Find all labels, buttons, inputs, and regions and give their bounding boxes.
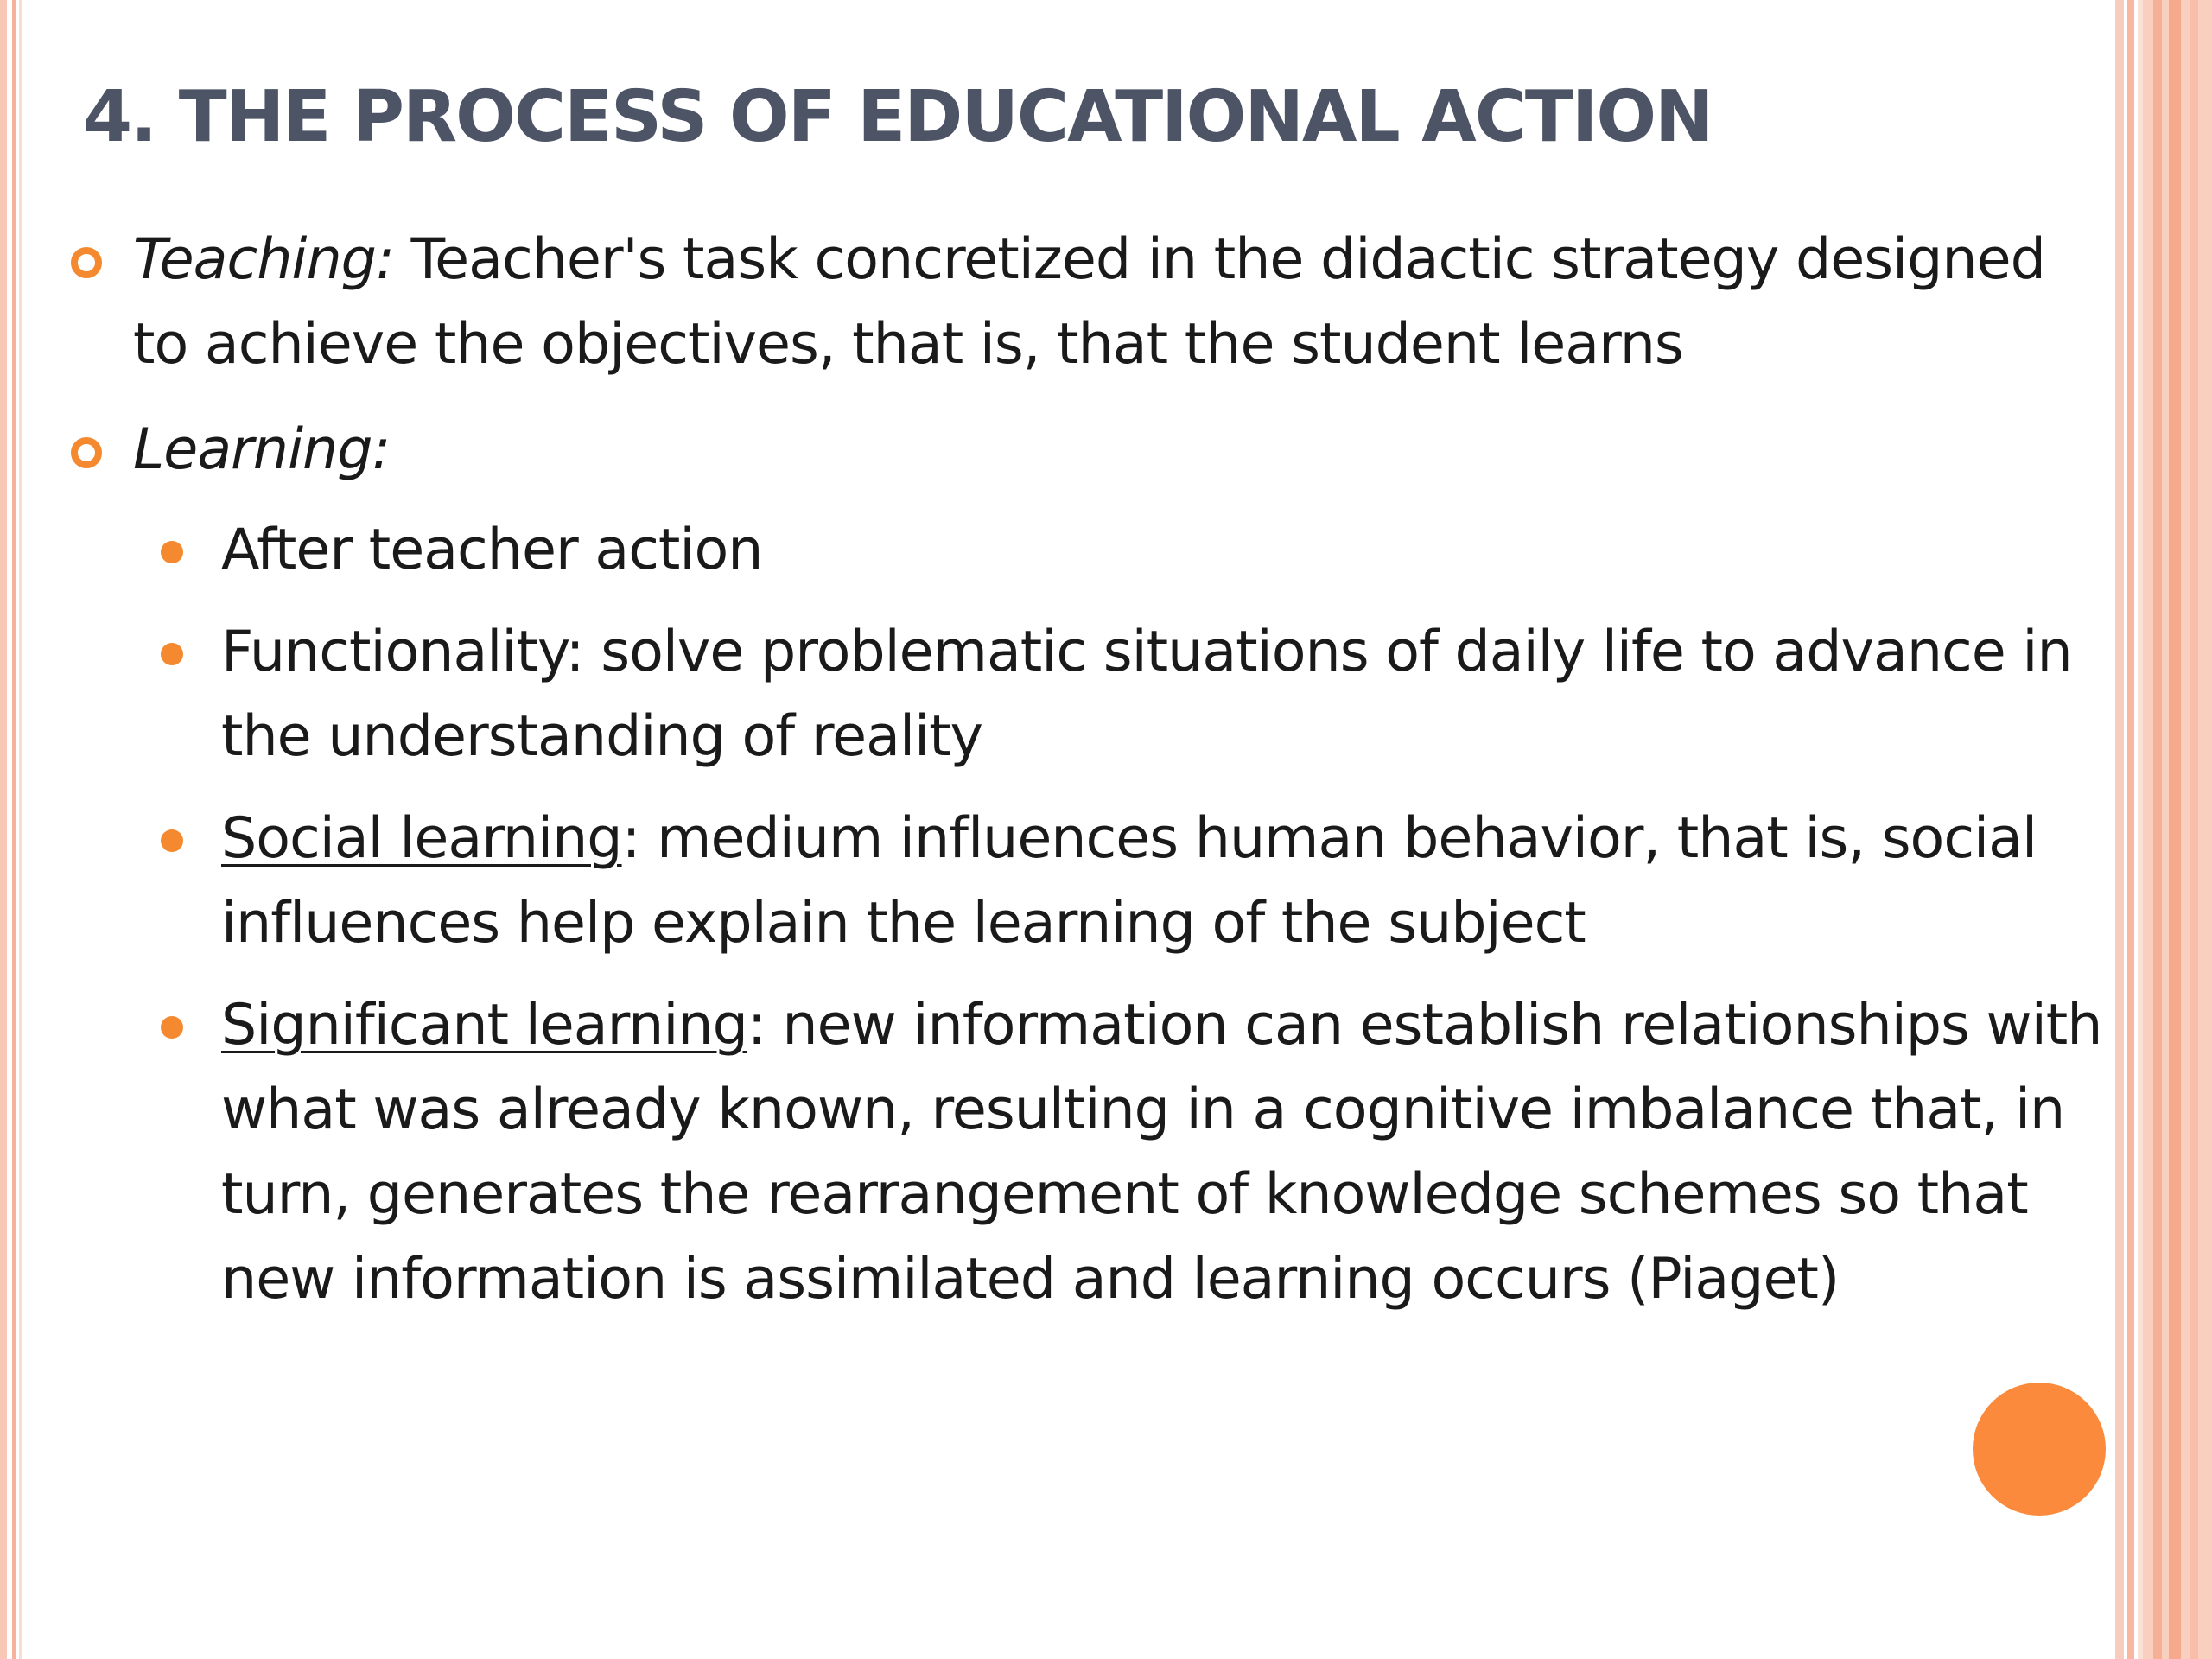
ring-bullet-icon [71, 247, 102, 278]
right-border-stripe [2138, 0, 2143, 1659]
dot-bullet-icon [161, 541, 183, 563]
dot-bullet-icon [161, 830, 183, 852]
bullet-term: Learning: [133, 417, 391, 482]
subitem-after-teacher-action [221, 508, 2122, 593]
orange-circle-icon [1973, 1382, 2106, 1516]
right-border-stripe [2169, 0, 2181, 1659]
ring-bullet-icon [71, 437, 102, 468]
dot-bullet-icon [161, 643, 183, 665]
bullet-text: Teacher's task concretized in the didactic strategy designed to achieve the objectives, that is, that the student learns [133, 227, 2045, 377]
right-border-stripe [2190, 0, 2198, 1659]
subitem-text: Functionality: solve problematic situations of daily life to advance in the understanding of reality [221, 620, 2072, 769]
left-border-stripe [12, 0, 16, 1659]
left-border-stripe [19, 0, 22, 1659]
subitem-text: After teacher action [221, 518, 763, 582]
slide-title: 4. THE PROCESS OF EDUCATIONAL ACTION [83, 76, 1713, 158]
subitem-text: : new information can establish relationships with what was already known, resulting in a cognitive imbalance that, in turn, generates the rearrangement of knowledge schemes so that new information is assimilated and learning occurs (Piaget) [221, 993, 2102, 1312]
subitem-functionality [221, 610, 2122, 779]
bullet-teaching [133, 218, 2086, 387]
subitem-text: : medium influences human behavior, that is, social influences help explain the learning of the subject [221, 806, 2037, 956]
left-border-stripe [0, 0, 7, 1659]
bullet-term: Teaching: [133, 227, 394, 292]
subitem-significant-learning [221, 983, 2122, 1322]
right-border-stripe [2153, 0, 2162, 1659]
subitem-term: Significant learning [221, 993, 747, 1058]
right-border-stripe [2127, 0, 2134, 1659]
subitem-term: Social learning [221, 806, 622, 871]
bullet-learning [133, 408, 2086, 493]
subitem-social-learning [221, 797, 2122, 966]
dot-bullet-icon [161, 1016, 183, 1039]
